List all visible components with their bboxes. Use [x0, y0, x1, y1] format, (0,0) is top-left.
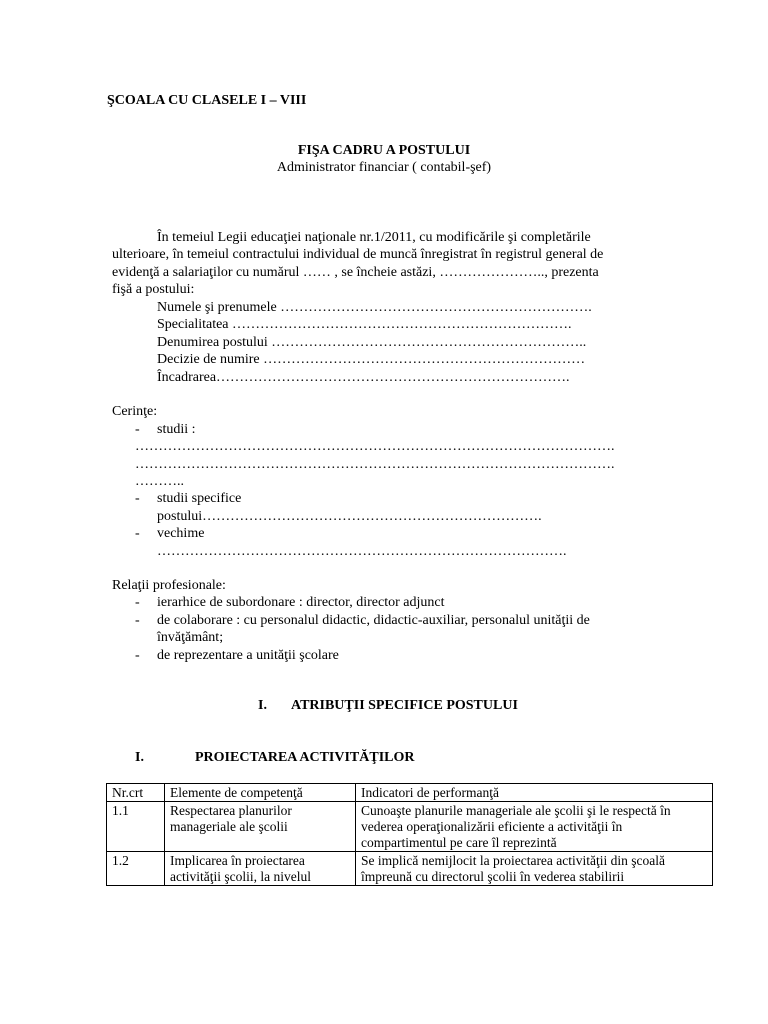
table-cell-nr: 1.2 — [107, 852, 165, 886]
requirement-studies-dots-1: …………………………………………………………………………………………. — [135, 439, 615, 454]
table-header-cell: Indicatori de performanţă — [356, 784, 713, 802]
competence-table — [106, 783, 713, 886]
table-cell-element: Implicarea în proiectarea activităţii şcolii, la nivelul — [165, 852, 356, 886]
table-cell-indicator: Se implică nemijlocit la proiectarea activităţii din şcoală împreună cu directorul şcolii în vederea stabilirii — [356, 852, 713, 886]
relations-dash: - — [135, 613, 140, 628]
table-header-row — [107, 784, 713, 802]
field-name: Numele şi prenumele …………………………………………………………. — [157, 300, 592, 315]
table-row — [107, 852, 713, 886]
relation-collaboration-cont: învăţământ; — [157, 630, 224, 645]
relations-dash: - — [135, 595, 140, 610]
requirements-heading: Cerinţe: — [112, 404, 158, 419]
requirement-seniority-dots: ……………………………………………………………………………. — [157, 544, 567, 559]
requirements-dash: - — [135, 422, 140, 437]
requirement-studies-dots-3: ……….. — [135, 474, 184, 489]
relations-dash: - — [135, 648, 140, 663]
table-header-cell: Nr.crt — [107, 784, 165, 802]
table-header-cell: Elemente de competenţă — [165, 784, 356, 802]
requirement-specific-studies-dots: postului………………………………………………………………. — [157, 509, 542, 524]
section-title: ATRIBUŢII SPECIFICE POSTULUI — [291, 698, 518, 713]
relation-hierarchical: ierarhice de subordonare : director, director adjunct — [157, 595, 445, 610]
table-cell-element: Respectarea planurilor manageriale ale şcolii — [165, 802, 356, 852]
field-position: Denumirea postului ………………………………………………………….. — [157, 335, 587, 350]
intro-line-4: fişă a postului: — [112, 282, 195, 297]
field-classification: Încadrarea…………………………………………………………………. — [157, 370, 570, 385]
field-specialty: Specialitatea ………………………………………………………………. — [157, 317, 572, 332]
table-row — [107, 802, 713, 852]
intro-line-1: În temeiul Legii educaţiei naţionale nr.1/2011, cu modificările şi completările — [157, 230, 591, 245]
requirement-specific-studies-label: studii specifice — [157, 491, 242, 506]
section-number: I. — [258, 698, 267, 713]
subsection-title: PROIECTAREA ACTIVITĂŢILOR — [195, 750, 415, 765]
requirements-dash: - — [135, 526, 140, 541]
requirement-studies-label: studii : — [157, 422, 196, 437]
table-cell-indicator: Cunoaşte planurile manageriale ale şcolii şi le respectă în vederea operaţionalizării eficiente a activităţii în compartimentul pe care îl reprezintă — [356, 802, 713, 852]
requirements-dash: - — [135, 491, 140, 506]
school-name: ŞCOALA CU CLASELE I – VIII — [107, 93, 307, 108]
subsection-number: I. — [135, 750, 144, 765]
document-subtitle: Administrator financiar ( contabil-şef) — [276, 160, 492, 175]
intro-line-2: ulterioare, în temeiul contractului individual de muncă înregistrat în registrul general de — [112, 247, 604, 262]
field-decision: Decizie de numire …………………………………………………………… — [157, 352, 586, 367]
requirement-seniority-label: vechime — [157, 526, 205, 541]
table-cell-nr: 1.1 — [107, 802, 165, 852]
relation-representation: de reprezentare a unităţii şcolare — [157, 648, 339, 663]
intro-line-3: evidenţă a salariaţilor cu numărul …… , se încheie astăzi, ………………….., prezenta — [112, 265, 599, 280]
document-title: FIŞA CADRU A POSTULUI — [297, 143, 471, 158]
relation-collaboration: de colaborare : cu personalul didactic, didactic-auxiliar, personalul unităţii de — [157, 613, 590, 628]
requirement-studies-dots-2: …………………………………………………………………………………………. — [135, 457, 615, 472]
relations-heading: Relaţii profesionale: — [112, 578, 226, 593]
